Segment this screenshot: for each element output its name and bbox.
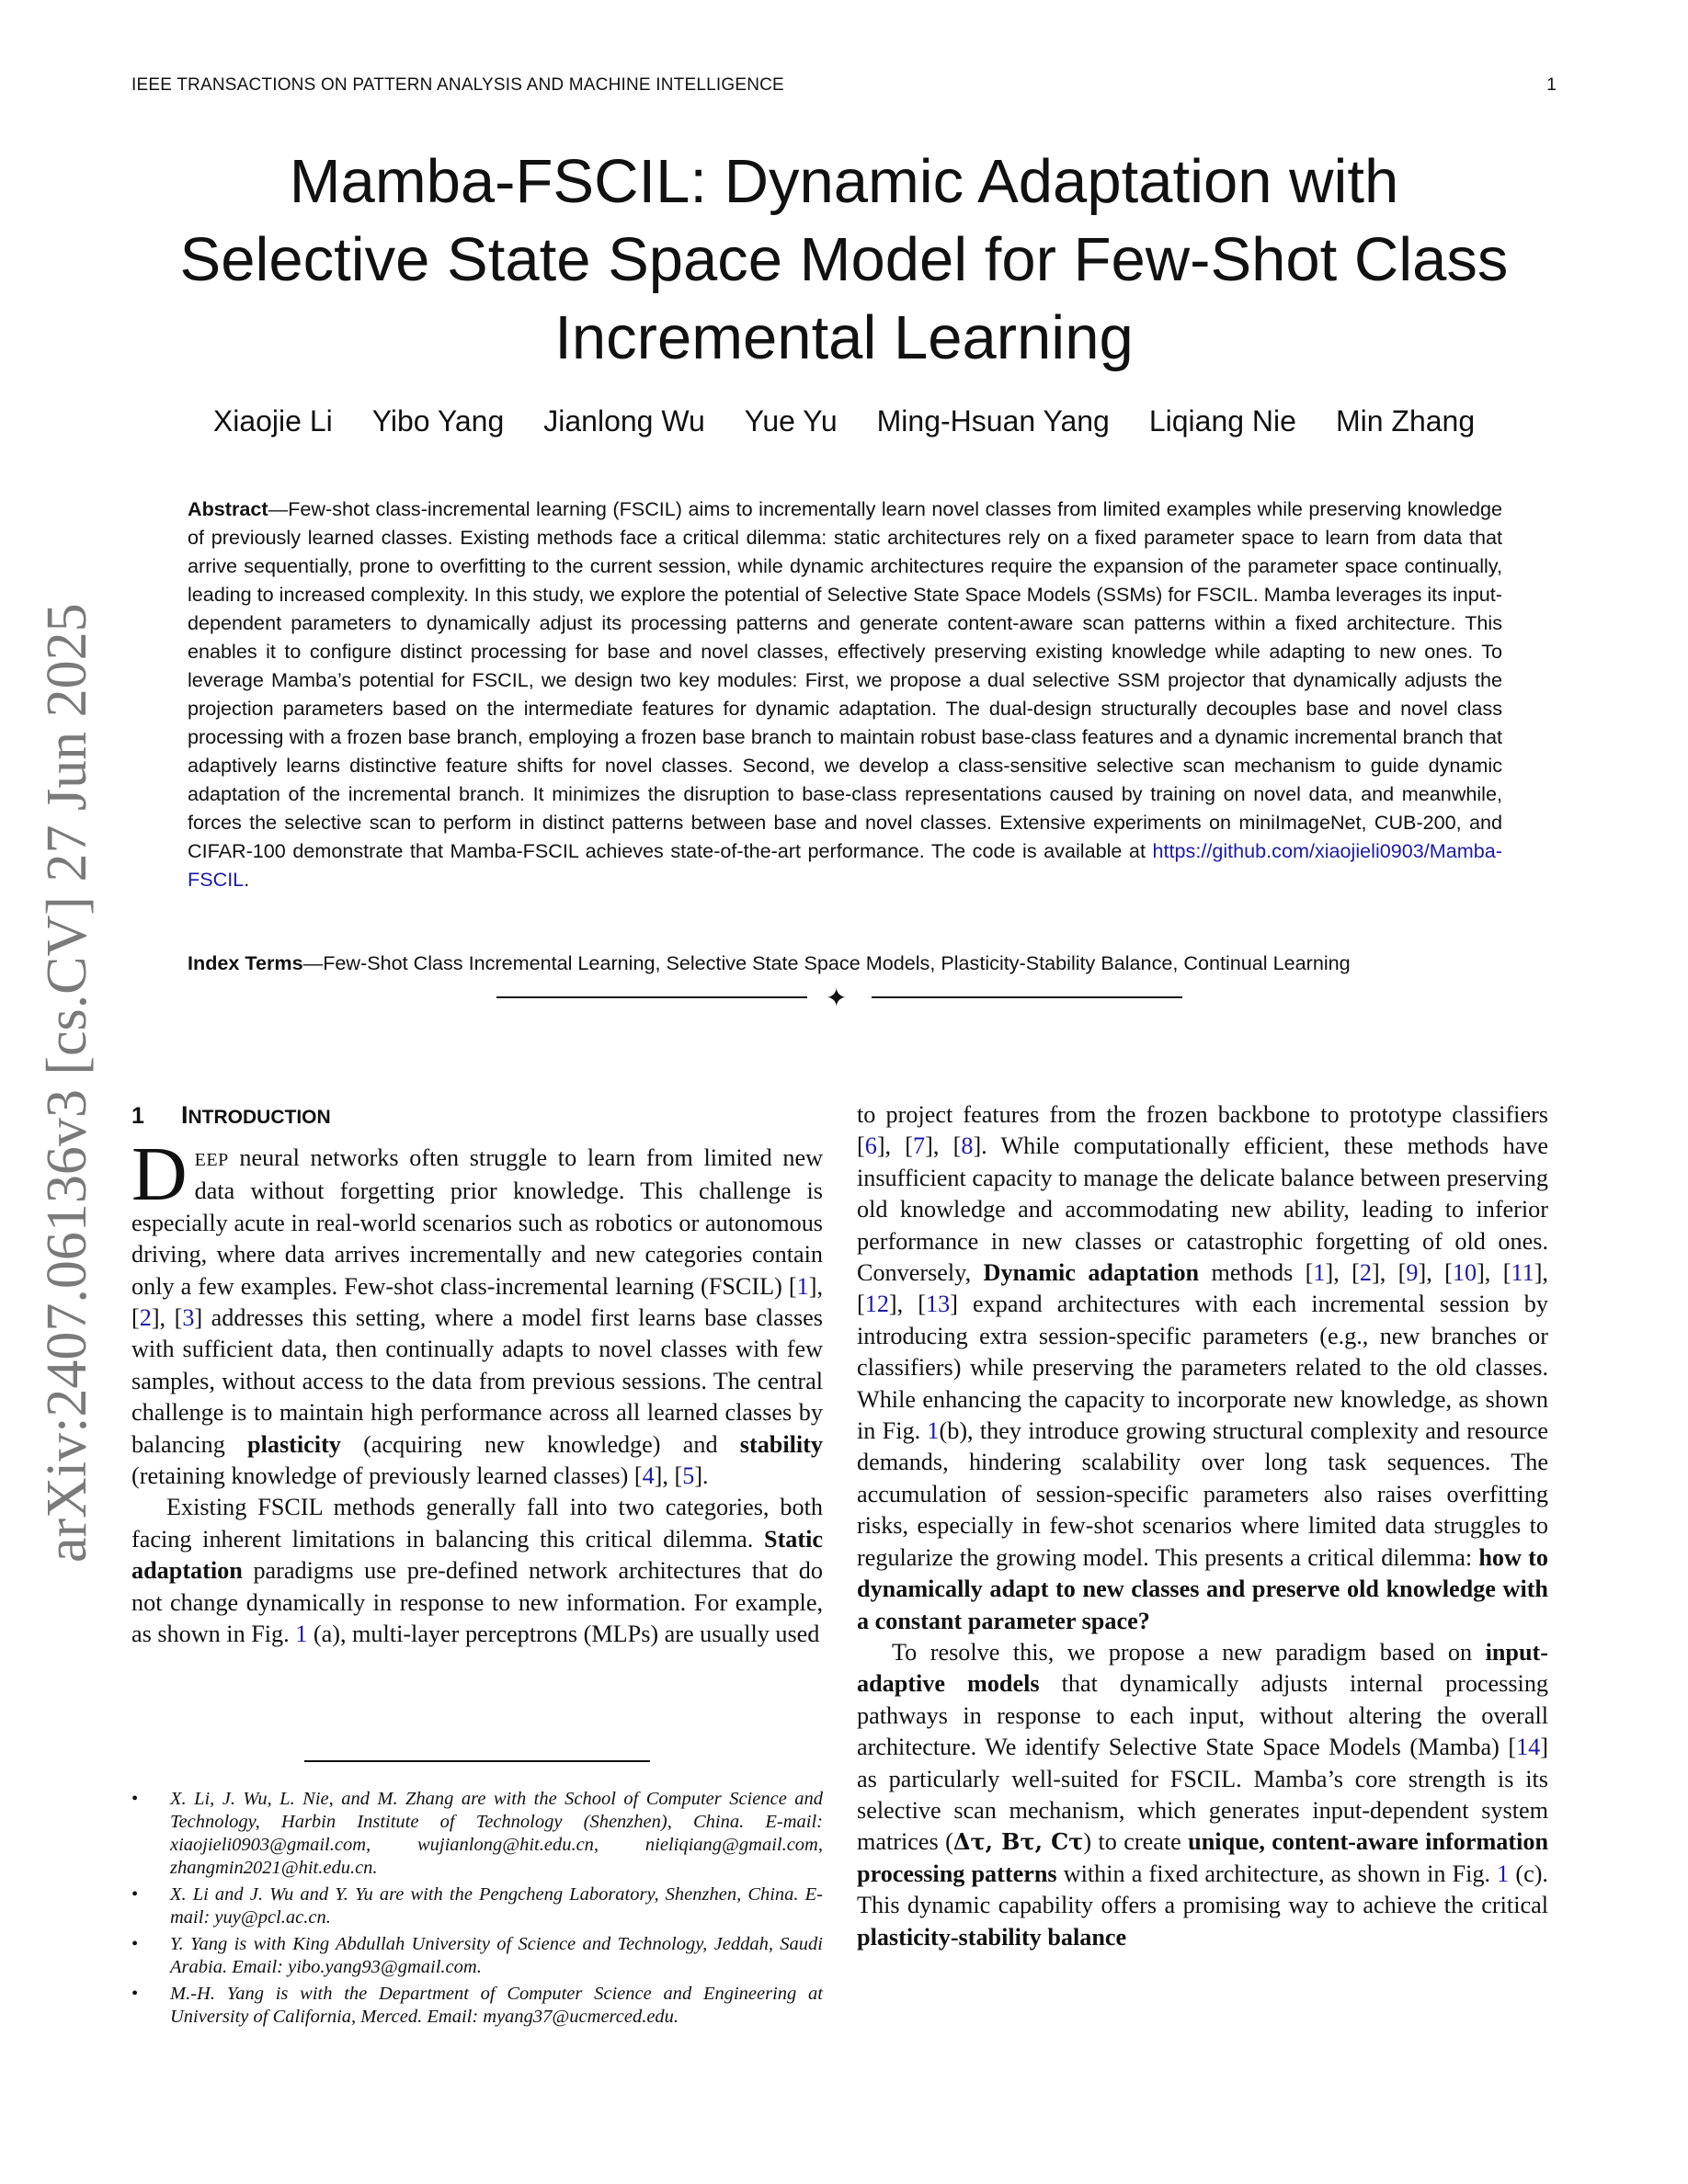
author: Min Zhang [1335, 404, 1476, 438]
drop-cap: D [131, 1132, 188, 1217]
citation-link[interactable]: 9 [1406, 1259, 1419, 1287]
footnote: • Y. Yang is with King Abdullah University of Science and Technology, Jeddah, Saudi Arabia. Email: yibo.yang93@gmail.com. [131, 1934, 823, 1977]
section-heading [131, 1099, 823, 1133]
bullet-icon: • [131, 1934, 139, 1954]
citation-link[interactable]: 12 [864, 1291, 889, 1318]
citation-link[interactable]: 8 [961, 1132, 974, 1160]
author: Yibo Yang [371, 404, 505, 438]
author-list [120, 404, 1568, 438]
index-terms-label: Index Terms [188, 951, 303, 974]
citation-link[interactable]: 3 [182, 1304, 195, 1332]
author: Liqiang Nie [1148, 404, 1296, 438]
author: Ming-Hsuan Yang [876, 404, 1110, 438]
figure-link[interactable]: 1 [295, 1621, 308, 1648]
abstract-end: . [244, 868, 250, 891]
title-line-2: Selective State Space Model for Few-Shot Class [179, 225, 1509, 294]
bullet-icon: • [131, 1884, 139, 1905]
citation-link[interactable]: 13 [926, 1291, 951, 1318]
page-number: 1 [1546, 75, 1557, 95]
author: Yue Yu [744, 404, 838, 438]
paragraph: Existing FSCIL methods generally fall into two categories, both facing inherent limitations in balancing this critical dilemma. Static adaptation paradigms use pre-defined network architectures that do not change dynamically in response to new information. For example, as shown in Fig. 1 (a), multi-layer perceptrons (MLPs) are usually used [131, 1494, 823, 1648]
paragraph: to project features from the frozen backbone to prototype classifiers [6], [7], [8]. While computationally efficient, these methods have insufficient capacity to manage the delicate balance between preserving old knowledge and accommodating new ability, leading to inferior performance in new classes or catastrophic forgetting of old ones. Conversely, Dynamic adaptation methods [1], [2], [9], [10], [11], [12], [13] expand architectures with each incremental session by introducing extra session-specific parameters (e.g., new branches or classifiers) while preserving the parameters related to the old classes. While enhancing the capacity to incorporate new knowledge, as shown in Fig. 1(b), they introduce growing structural complexity and resource demands, hindering scalability over long task sequences. The accumulation of session-specific parameters also raises overfitting risks, especially in few-shot scenarios where limited data struggles to regularize the growing model. This presents a critical dilemma: how to dynamically adapt to new classes and preserve old knowledge with a constant parameter space? [857, 1101, 1549, 1634]
citation-link[interactable]: 4 [642, 1462, 655, 1490]
footnote: • X. Li, J. Wu, L. Nie, and M. Zhang are with the School of Computer Science and Technology, Harbin Institute of Technology (Shenzhen), China. E-mail: xiaojieli0903@gmail.com, wujianlong@hit.edu.cn, nieliqiang@gmail.com, zhangmin2021@hit.edu.cn. [131, 1789, 823, 1878]
footnote: • X. Li and J. Wu and Y. Yu are with the Pengcheng Laboratory, Shenzhen, China. E-mail: yuy@pcl.ac.cn. [131, 1884, 823, 1928]
code-link[interactable]: https://github.com/xiaojieli0903/Mamba-FSCIL [188, 839, 1502, 891]
running-header [131, 75, 1557, 96]
section-title-initial: I [181, 1101, 188, 1129]
title-line-3: Incremental Learning [554, 303, 1134, 372]
footnote: • M.-H. Yang is with the Department of Computer Science and Engineering at University of California, Merced. Email: myang37@ucmerced.edu. [131, 1984, 823, 2027]
footnotes [131, 1788, 823, 2032]
author: Xiaojie Li [212, 404, 333, 438]
citation-link[interactable]: 14 [1516, 1734, 1541, 1761]
paper-title [120, 142, 1568, 377]
citation-link[interactable]: 7 [913, 1132, 926, 1160]
left-column [131, 1099, 823, 1651]
system-matrices: 𝚫τ, 𝐁τ, 𝐂τ [952, 1828, 1084, 1856]
bullet-icon: • [131, 1984, 139, 2004]
citation-link[interactable]: 1 [1313, 1259, 1326, 1287]
citation-link[interactable]: 2 [139, 1304, 152, 1332]
paragraph: DEEP neural networks often struggle to learn from limited new data without forgetting prior knowledge. This challenge is especially acute in real-world scenarios such as robotics or autonomous driving, where data arrives incrementally and new categories contain only a few examples. Few-shot class-incremental learning (FSCIL) [1], [2], [3] addresses this setting, where a model first learns base classes with sufficient data, then continually adapts to novel classes with few samples, without access to the data from previous sessions. The central challenge is to maintain high performance across all learned classes by balancing plasticity (acquiring new knowledge) and stability (retaining knowledge of previously learned classes) [4], [5]. [131, 1132, 823, 1490]
footnote-rule [304, 1760, 650, 1762]
separator-line-right [872, 996, 1182, 998]
section-title-rest: NTRODUCTION [188, 1107, 331, 1128]
citation-link[interactable]: 5 [682, 1462, 695, 1490]
separator-line-left [496, 996, 807, 998]
abstract-text: —Few-shot class-incremental learning (FSCIL) aims to incrementally learn novel classes from limited examples while preserving knowledge of previously learned classes. Existing methods face a critical dilemma: static architectures rely on a fixed parameter space to learn from data that arrive sequentially, prone to overfitting to the current session, while dynamic architectures require the expansion of the parameter space continually, leading to increased complexity. In this study, we explore the potential of Selective State Space Models (SSMs) for FSCIL. Mamba leverages its input-dependent parameters to dynamically adjust its processing patterns and generate content-aware scan patterns within a fixed architecture. This enables it to configure distinct processing for base and novel classes, effectively preserving existing knowledge while adapting to new ones. To leverage Mamba’s potential for FSCIL, we design two key modules: First, we propose a dual selective SSM projector that dynamically adjusts the projection parameters based on the intermediate features for dynamic adaptation. The dual-design structurally decouples base and novel class processing with a frozen base branch, employing a frozen base branch to maintain robust base-class features and a dynamic incremental branch that adaptively learns distinctive feature shifts for novel classes. Second, we develop a class-sensitive selective scan mechanism to guide dynamic adaptation of the incremental branch. It minimizes the disruption to base-class representations caused by training on novel data, and meanwhile, forces the selective scan to perform in distinct patterns between base and novel classes. Extensive experiments on miniImageNet, CUB-200, and CIFAR-100 demonstrate that Mamba-FSCIL achieves state-of-the-art performance. The code is available at [188, 497, 1502, 862]
author: Jianlong Wu [543, 404, 705, 438]
journal-name: IEEE TRANSACTIONS ON PATTERN ANALYSIS AND MACHINE INTELLIGENCE [131, 75, 784, 95]
separator-diamond-icon: ✦ [826, 983, 848, 1013]
paragraph: To resolve this, we propose a new paradigm based on input-adaptive models that dynamically adjusts internal processing pathways in response to each input, without altering the overall architecture. We identify Selective State Space Models (Mamba) [14] as particularly well-suited for FSCIL. Mamba’s core strength is its selective scan mechanism, which generates input-dependent system matrices (𝚫τ, 𝐁τ, 𝐂τ) to create unique, content-aware information processing patterns within a fixed architecture, as shown in Fig. 1 (c). This dynamic capability offers a promising way to achieve the critical plasticity-stability balance [857, 1638, 1549, 1951]
section-number: 1 [131, 1103, 144, 1129]
abstract-label: Abstract [188, 497, 268, 520]
citation-link[interactable]: 10 [1452, 1259, 1477, 1287]
right-column [857, 1099, 1548, 1953]
citation-link[interactable]: 1 [796, 1272, 809, 1300]
arxiv-stamp: arXiv:2407.06136v3 [cs.CV] 27 Jun 2025 [36, 603, 98, 1563]
citation-link[interactable]: 11 [1511, 1259, 1534, 1287]
abstract [188, 495, 1502, 893]
figure-link[interactable]: 1 [927, 1417, 940, 1445]
title-line-1: Mamba-FSCIL: Dynamic Adaptation with [289, 147, 1399, 216]
index-terms-text: —Few-Shot Class Incremental Learning, Selective State Space Models, Plasticity-Stability Balance, Continual Learning [302, 951, 1351, 974]
figure-link[interactable]: 1 [1497, 1860, 1510, 1887]
citation-link[interactable]: 6 [864, 1132, 877, 1160]
citation-link[interactable]: 2 [1359, 1259, 1372, 1287]
index-terms [188, 949, 1502, 977]
bullet-icon: • [131, 1789, 139, 1809]
